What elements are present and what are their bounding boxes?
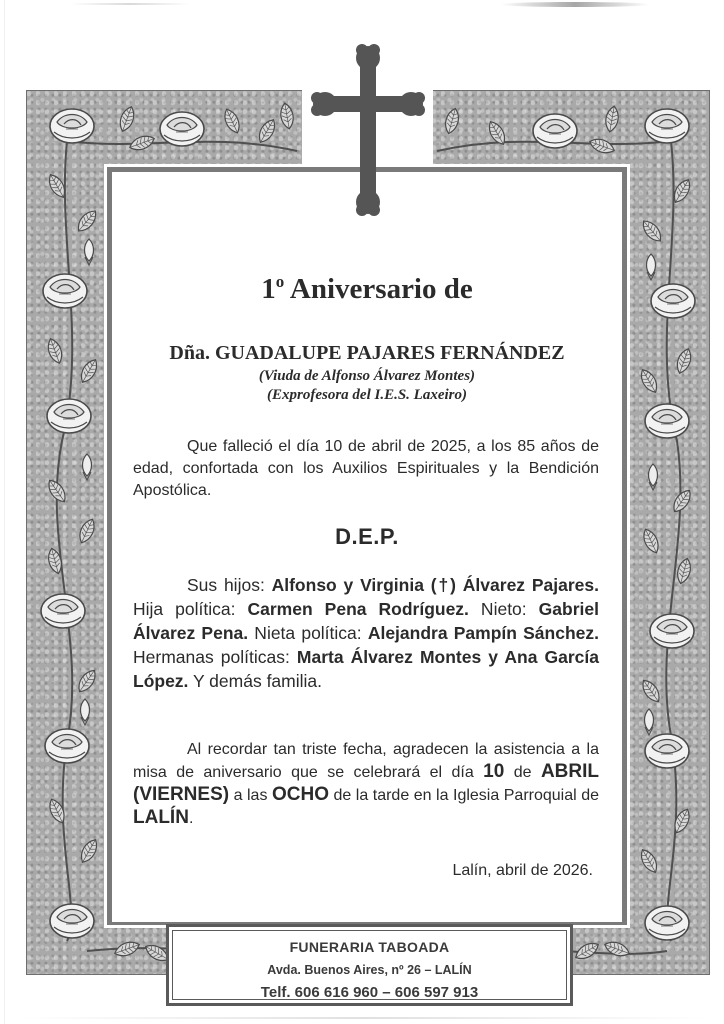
title-ordinal: o	[275, 272, 285, 291]
mass-place: LALÍN	[133, 807, 189, 828]
family-text: Y demás familia.	[188, 671, 323, 691]
mass-paragraph	[133, 739, 599, 830]
family-name: Carmen Pena Rodríguez.	[247, 599, 469, 619]
dep-heading: D.E.P.	[335, 524, 399, 549]
mass-text: de la tarde en la Iglesia Parroquial de	[328, 787, 599, 804]
widow-of-line: (Viuda de Alfonso Álvarez Montes)	[258, 368, 476, 384]
scan-mark	[20, 1017, 710, 1019]
family-text: Nieto:	[468, 599, 539, 619]
anniversary-title	[112, 272, 622, 306]
family-text: Sus hijos:	[187, 575, 272, 595]
funeral-home-inner-frame	[172, 930, 567, 1000]
mass-text: a las	[229, 787, 272, 804]
funeral-home-phone: Telf. 606 616 960 – 606 597 913	[260, 984, 479, 1001]
funeral-home-name: FUNERARIA TABOADA	[289, 939, 450, 955]
death-notice-paragraph	[133, 436, 599, 502]
family-name: Alejandra Pampín Sánchez.	[367, 623, 600, 643]
family-text: Nieta política:	[248, 623, 368, 643]
mass-text: .	[188, 810, 194, 827]
deceased-name: Dña. GUADALUPE PAJARES FERNÁNDEZ	[169, 342, 565, 364]
mass-month-weekday: ABRIL (VIERNES)	[133, 761, 600, 805]
family-text: Hermanas políticas:	[133, 647, 297, 667]
former-teacher-line: (Exprofesora del I.E.S. Laxeiro)	[267, 387, 467, 403]
funeral-home-box	[166, 924, 573, 1006]
family-paragraph	[133, 573, 599, 693]
family-name: Marta Álvarez Montes y Ana García López.	[133, 647, 599, 691]
place-date-signoff: Lalín, abril de 2026.	[452, 862, 593, 879]
death-notice-text: Que falleció el día 10 de abril de 2025, a los 85 años de edad, confortada con los Auxilios Espirituales y la Bendición Apostólica.	[133, 438, 599, 499]
cross-icon	[0, 0, 724, 240]
mass-day: 10	[483, 761, 505, 782]
family-name: Alfonso y Virginia (†) Álvarez Pajares.	[271, 575, 599, 595]
title-text: Aniversario de	[289, 273, 473, 305]
mass-text: de	[504, 764, 541, 781]
funeral-home-address: Avda. Buenos Aires, nº 26 – LALÍN	[267, 963, 472, 977]
family-name: Gabriel Álvarez Pena.	[133, 599, 599, 643]
family-text: Hija política:	[133, 599, 248, 619]
mass-text: Al recordar tan triste fecha, agradecen la asistencia a la misa de aniversario que se celebrará el día	[133, 741, 599, 781]
title-number: 1	[261, 273, 276, 305]
mass-hour: OCHO	[271, 784, 329, 805]
